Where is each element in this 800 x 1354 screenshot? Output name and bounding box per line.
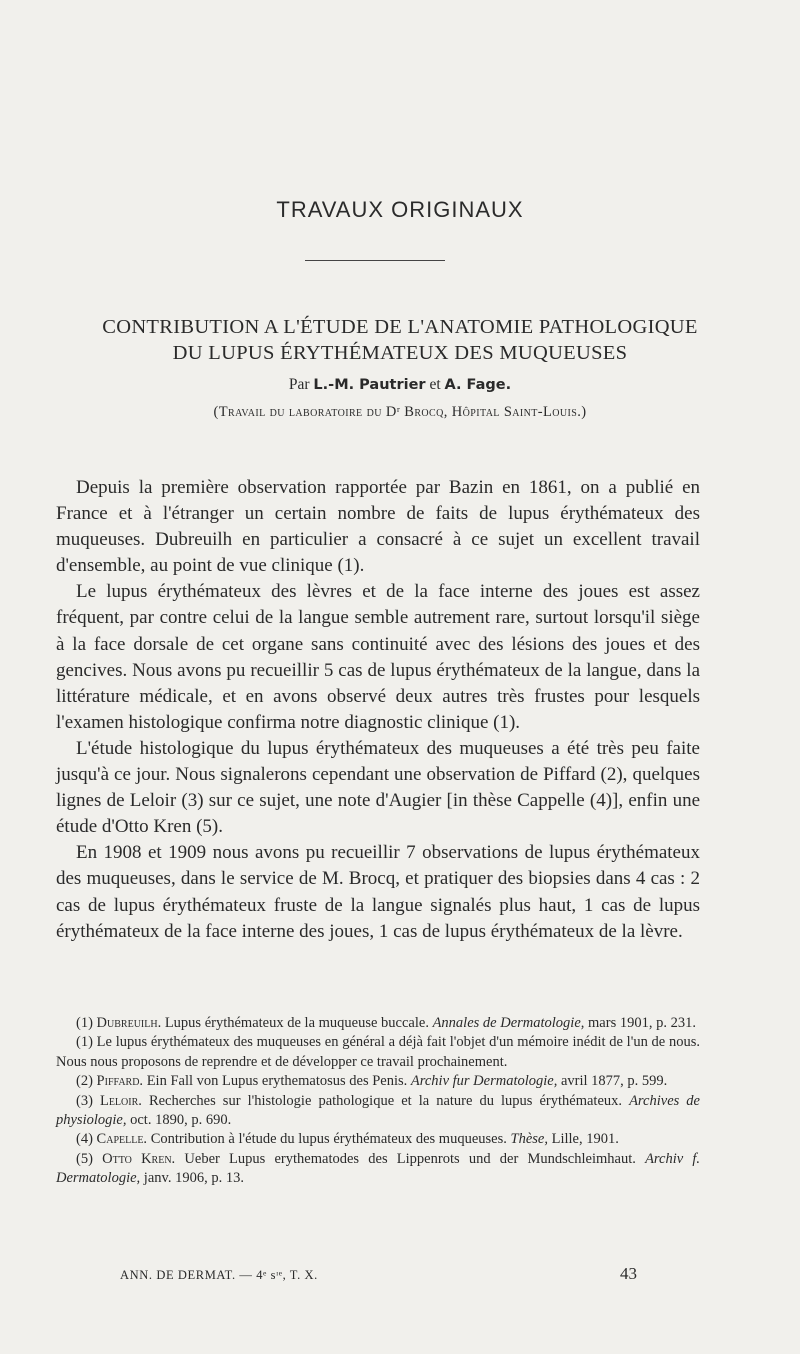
- footnote-text: Ein Fall von Lupus erythematosus des Penis.: [146, 1073, 408, 1090]
- footnote-source: Archiv fur Dermatologie,: [410, 1073, 558, 1090]
- footnote: [56, 1092, 700, 1131]
- journal-abbrev: ANN. DE DERMAT. —: [120, 1268, 257, 1282]
- footnote-source: Annales de Dermatologie,: [432, 1015, 585, 1031]
- footnote-text: Contribution à l'étude du lupus érythémateux des muqueuses.: [150, 1131, 507, 1148]
- footnote-number: (1): [76, 1034, 93, 1051]
- footnote-author: Capelle.: [96, 1131, 148, 1148]
- footnote-number: (1): [76, 1015, 93, 1031]
- footnote-tail: oct. 1890, p. 690.: [130, 1112, 232, 1129]
- footnote: [56, 1130, 700, 1149]
- article-title-line-2: DU LUPUS ÉRYTHÉMATEUX DES MUQUEUSES: [172, 342, 628, 364]
- running-footer: [120, 1268, 640, 1283]
- title-divider: [305, 260, 445, 261]
- footnote: [56, 1014, 700, 1033]
- body-paragraph: Depuis la première observation rapportée par Bazin en 1861, on a publié en France et à l'étranger un certain nombre de faits de lupus érythémateux des muqueuses. Dubreuilh en particulier a consacré à ce sujet un excellent travail d'ensemble, au point de vue clinique (1).: [56, 477, 700, 577]
- footnote-number: (3): [76, 1092, 93, 1109]
- footnotes: [56, 1014, 700, 1189]
- footnote-author: Dubreuilh.: [96, 1015, 162, 1031]
- footnote-author: Leloir.: [99, 1092, 142, 1109]
- footnote-author: Otto Kren.: [102, 1150, 176, 1167]
- footnote-source: Thèse,: [510, 1131, 548, 1148]
- body-paragraph: L'étude histologique du lupus érythémateux des muqueuses a été très peu faite jusqu'à ce jour. Nous signalerons cependant une observation de Piffard (2), quelques lignes de Leloir (3) sur ce sujet, une note d'Augier [in thèse Cappelle (4)], enfin une étude d'Otto Kren (5).: [56, 737, 700, 838]
- footnote-text: Recherches sur l'histologie pathologique et la nature du lupus érythémateux.: [148, 1092, 623, 1109]
- section-heading: TRAVAUX ORIGINAUX: [276, 197, 524, 222]
- authors-join: et: [429, 376, 441, 393]
- authors-prefix: Par: [288, 376, 310, 393]
- footnote-tail: mars 1901, p. 231.: [588, 1015, 696, 1031]
- footnote-source: Archives de physiologie,: [56, 1092, 700, 1129]
- body-paragraph: Le lupus érythémateux des lèvres et de la face interne des joues est assez fréquent, par contre celui de la langue semble autrement rare, surtout lorsqu'il siège à la face dorsale de cet organe sans continuité avec des lésions des joues et des gencives. Nous avons pu recueillir 5 cas de lupus érythémateux de la langue, dans la littérature médicale, et en avons observé deux autres très frustes pour lesquels l'examen histologique confirma notre diagnostic clinique (1).: [56, 581, 700, 733]
- article-body: [56, 475, 700, 945]
- article-title: [40, 314, 760, 366]
- footnote-tail: avril 1877, p. 599.: [560, 1073, 668, 1090]
- footnote: [56, 1150, 700, 1189]
- footnote-number: (4): [76, 1131, 93, 1148]
- footnote-tail: janv. 1906, p. 13.: [143, 1170, 244, 1187]
- footnote: [56, 1072, 700, 1091]
- page-number: 43: [620, 1264, 637, 1283]
- article-title-line-1: CONTRIBUTION A L'ÉTUDE DE L'ANATOMIE PATHOLOGIQUE: [102, 316, 698, 338]
- footnote-number: (5): [76, 1150, 93, 1167]
- affiliation: (Travail du laboratoire du Dʳ Brocq, Hôpital Saint-Louis.): [213, 404, 587, 420]
- footnote-source: Archiv f. Dermatologie,: [56, 1150, 701, 1187]
- footnote-tail: Lille, 1901.: [551, 1131, 619, 1148]
- footnote-text: Le lupus érythémateux des muqueuses en général a déjà fait l'objet d'un mémoire inédit de l'un de nous. Nous nous proposons de reprendre et de développer ce travail prochainement.: [56, 1034, 701, 1070]
- footnote: [56, 1033, 700, 1072]
- series-volume: 4ᵉ sᶦᵉ, T. X.: [256, 1268, 318, 1282]
- footnote-author: Piffard.: [96, 1073, 144, 1090]
- footnote-number: (2): [76, 1073, 93, 1090]
- footnote-text: Lupus érythémateux de la muqueuse buccale.: [164, 1015, 429, 1031]
- author-line: [0, 376, 800, 394]
- footnote-text: Ueber Lupus erythematodes des Lippenrots und der Mundschleimhaut.: [184, 1150, 636, 1167]
- author-2: A. Fage.: [444, 377, 512, 393]
- body-paragraph: En 1908 et 1909 nous avons pu recueillir 7 observations de lupus érythémateux des muqueuses, dans le service de M. Brocq, et pratiquer des biopsies dans 4 cas : 2 cas de lupus érythémateux fruste de la langue signalés plus haut, 1 cas de lupus érythémateux de la face interne des joues, 1 cas de lupus érythémateux de la lèvre.: [56, 842, 700, 942]
- author-1: L.-M. Pautrier: [313, 377, 426, 393]
